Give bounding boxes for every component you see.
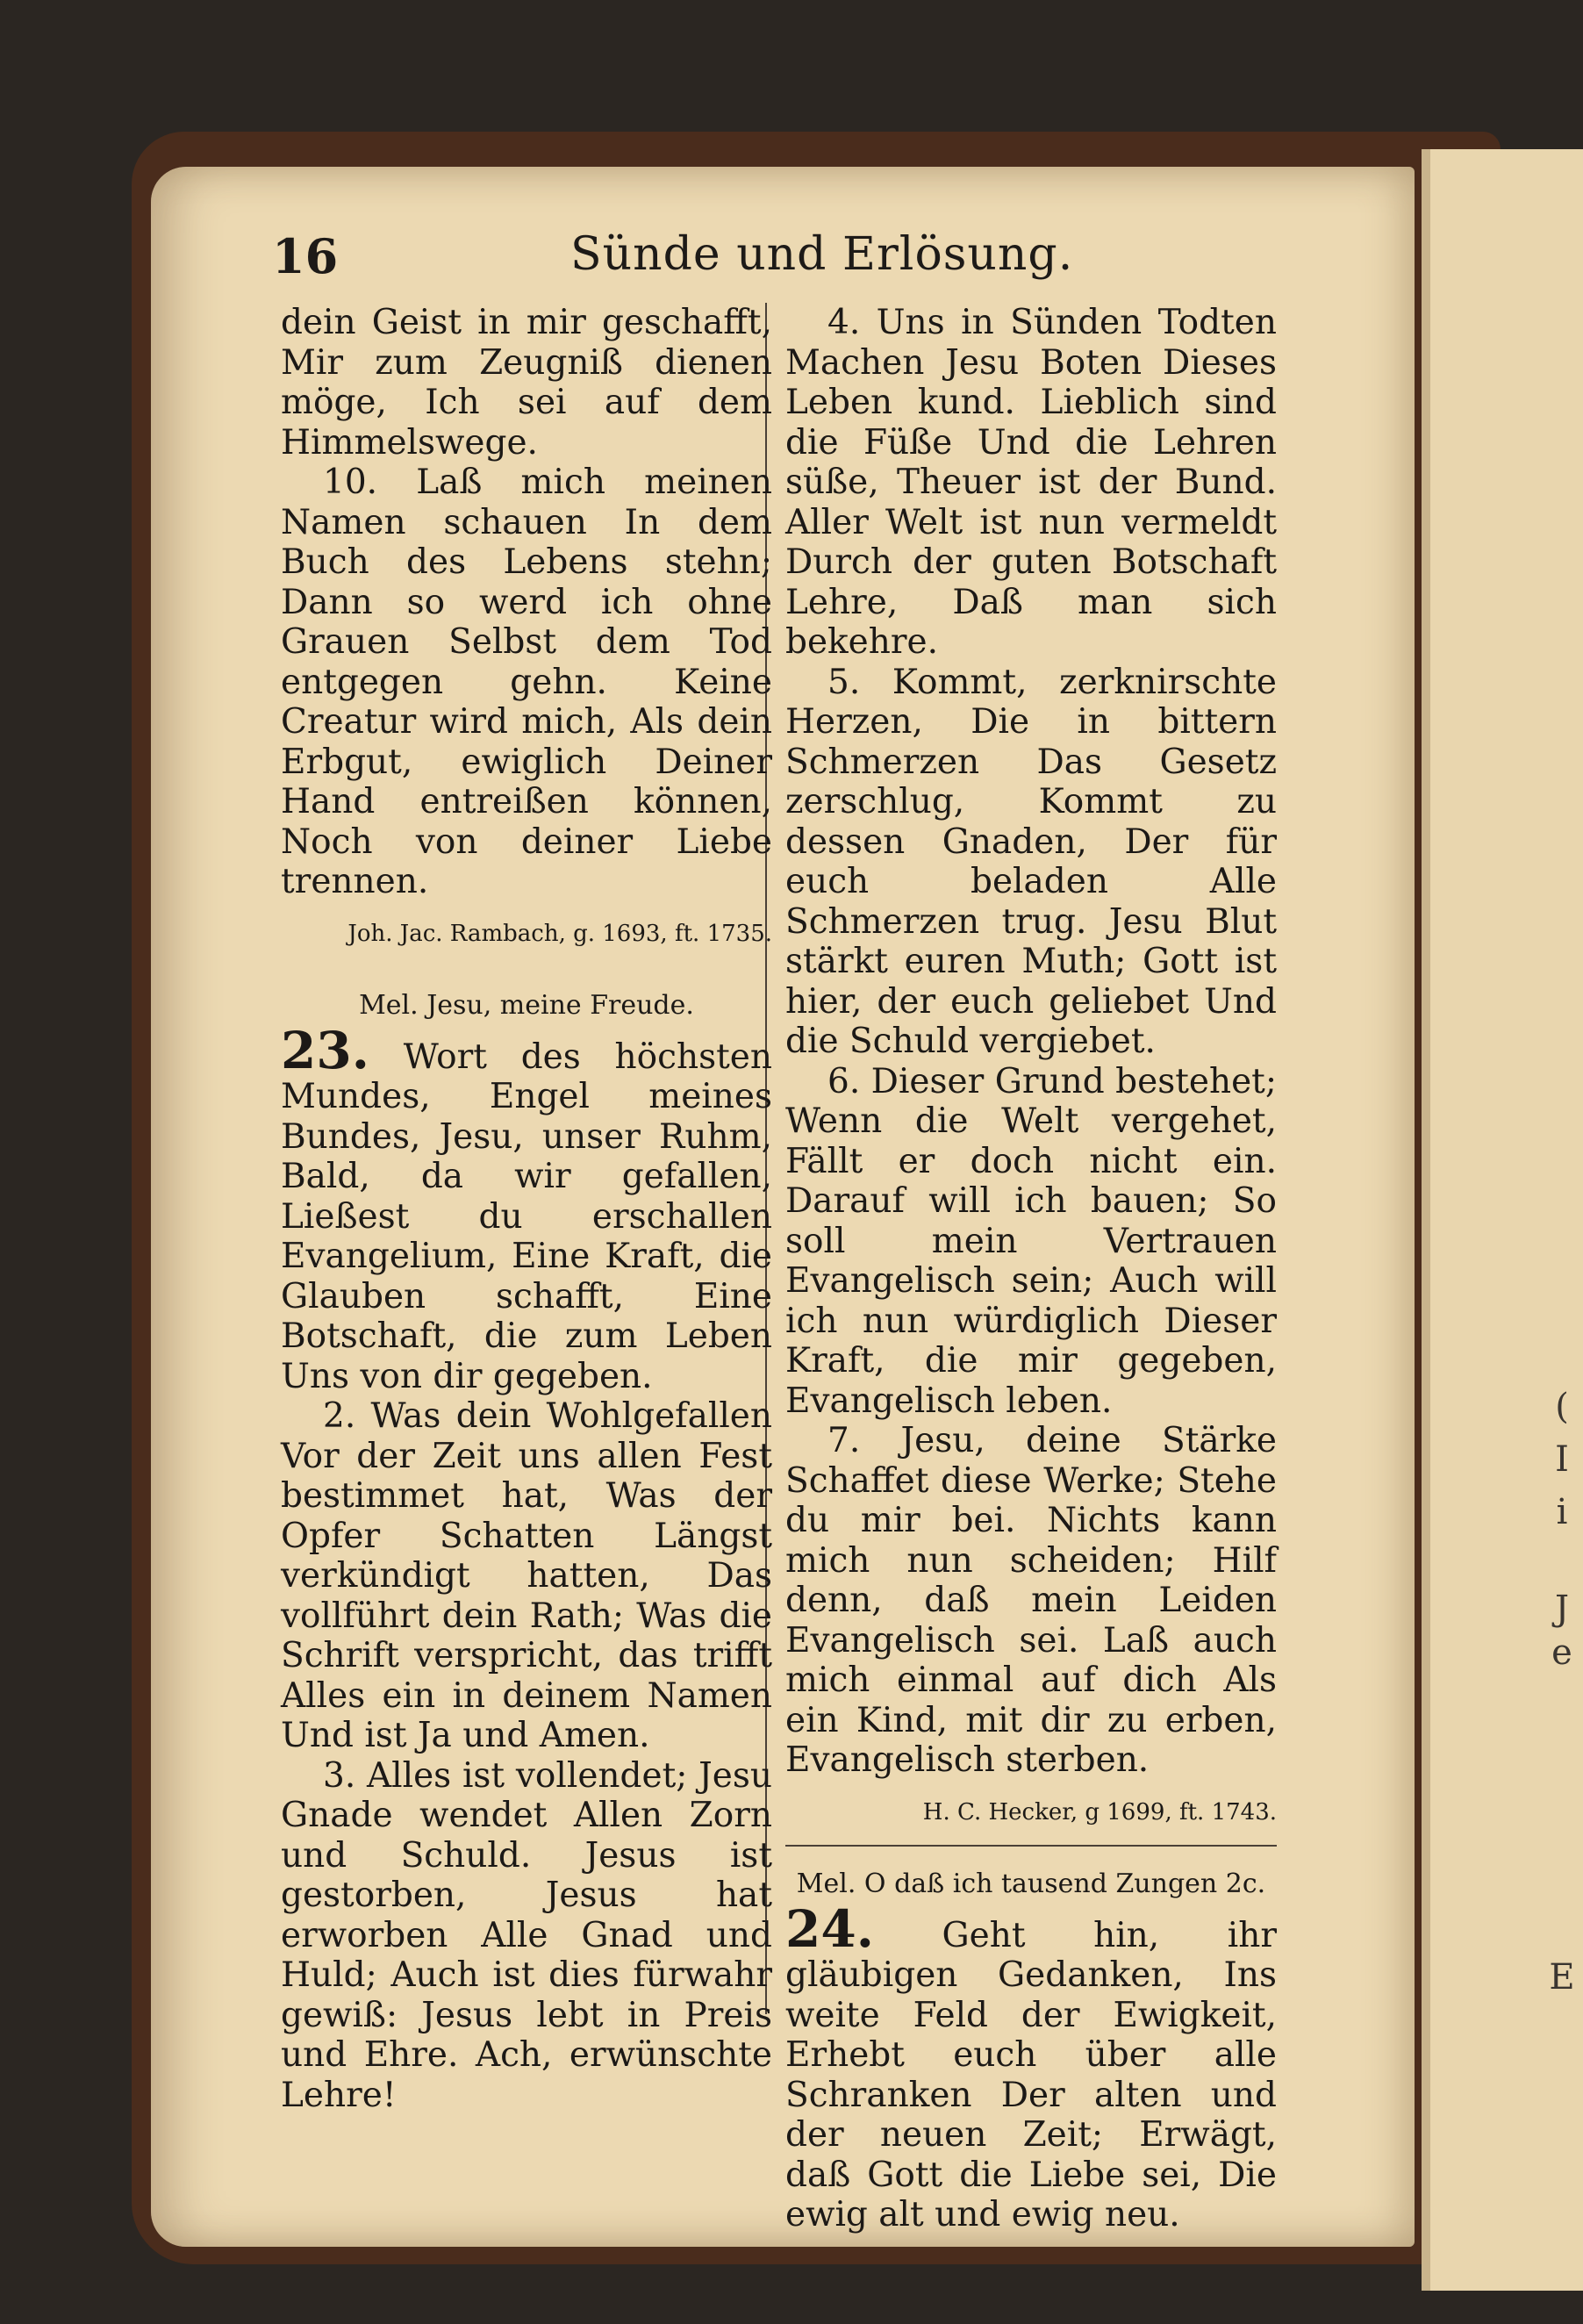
section-rule [785, 1845, 1277, 1847]
author-attribution: Joh. Jac. Rambach, g. 1693, ft. 1735. [347, 920, 772, 947]
page-number: 16 [272, 228, 339, 284]
verse-text: Geht hin, ihr gläubigen Gedanken, Ins weite Feld der Ewigkeit, Erhebt euch über alle Schranken Der alten und der neuen Zeit; Erwägt, daß Gott die Liebe sei, Die ewig alt und ewig neu. [785, 1915, 1277, 2234]
hymn-number: 24. [785, 1898, 874, 1959]
running-title: Sünde und Erlösung. [570, 228, 1074, 281]
hymn-23-verse-1 [281, 1020, 773, 1397]
hymn-23-verse-3: 3. Alles ist vollendet; Jesu Gnade wendet Allen Zorn und Schuld. Jesus ist gestorben, Jesus hat erworben Alle Gnad und Huld; Auch ist dies fürwahr gewiß: Jesus lebt in Preis und Ehre. Ach, erwünschte Lehre! [281, 1755, 772, 2115]
right-column [785, 303, 1277, 2235]
page-header [272, 219, 1378, 290]
margin-glyph: e [1551, 1632, 1572, 1673]
hymn-23-verse-7: 7. Jesu, deine Stärke Schaffet diese Werke; Stehe du mir bei. Nichts kann mich nun scheiden; Hilf denn, daß mein Leiden Evangelisch sei. Laß auch mich einmal auf dich Als ein Kind, mit dir zu erben, Evangelisch sterben. [785, 1421, 1277, 1780]
author-attribution: H. C. Hecker, g 1699, ft. 1743. [922, 1798, 1277, 1825]
margin-glyph: J [1554, 1589, 1570, 1629]
margin-glyph: ( [1555, 1387, 1569, 1427]
verse-10: 10. Laß mich meinen Namen schauen In dem Buch des Lebens stehn; Dann so werd ich ohne Grauen Selbst dem Tod entgegen gehn. Keine Creatur wird mich, Als dein Erbgut, ewiglich Deiner Hand entreißen können, Noch von deiner Liebe trennen. [281, 463, 772, 901]
hymn-23-verse-5: 5. Kommt, zerknirschte Herzen, Die in bittern Schmerzen Das Gesetz zerschlug, Kommt zu dessen Gnaden, Der für euch beladen Alle Schmerzen trug. Jesu Blut stärkt euren Muth; Gott ist hier, der euch geliebet Und die Schuld vergiebet. [785, 662, 1277, 1061]
hymn-23-verse-6: 6. Dieser Grund bestehet; Wenn die Welt vergehet, Fällt er doch nicht ein. Darauf will ich bauen; So soll mein Vertrauen Evangelisch sein; Auch will ich nun würdiglich Dieser Kraft, die mir gegeben, Evangelisch leben. [785, 1061, 1277, 1421]
melody-line: Mel. O daß ich tausend Zungen 2c. [796, 1869, 1266, 1899]
melody-line: Mel. Jesu, meine Freude. [359, 990, 694, 1021]
margin-glyph: I [1555, 1439, 1569, 1480]
hymn-23-verse-2: 2. Was dein Wohlgefallen Vor der Zeit uns allen Fest bestimmet hat, Was der Opfer Schatten Längst verkündigt hatten, Das vollführt dein Rath; Was die Schrift verspricht, das trifft Alles ein in deinem Namen Und ist Ja und Amen. [281, 1396, 772, 1755]
margin-glyph: i [1556, 1492, 1568, 1532]
verse-text: Wort des höchsten Mundes, Engel meines Bundes, Jesu, unser Ruhm, Bald, da wir gefallen, Ließest du erschallen Evangelium, Eine Kraft, die Glauben schafft, Eine Botschaft, die zum Leben Uns von dir gegeben. [281, 1036, 773, 1396]
left-column [281, 303, 772, 2115]
margin-glyph: E [1549, 1957, 1575, 1998]
hymn-number: 23. [281, 1020, 369, 1080]
verse-continuation: dein Geist in mir geschafft, Mir zum Zeugniß dienen möge, Ich sei auf dem Himmelswege. [281, 303, 772, 463]
hymn-23-verse-4: 4. Uns in Sünden Todten Machen Jesu Boten Dieses Leben kund. Lieblich sind die Füße Und die Lehren süße, Theuer ist der Bund. Aller Welt ist nun vermeldt Durch der guten Botschaft Lehre, Daß man sich bekehre. [785, 303, 1277, 662]
hymn-24-verse-1 [785, 1898, 1277, 2235]
